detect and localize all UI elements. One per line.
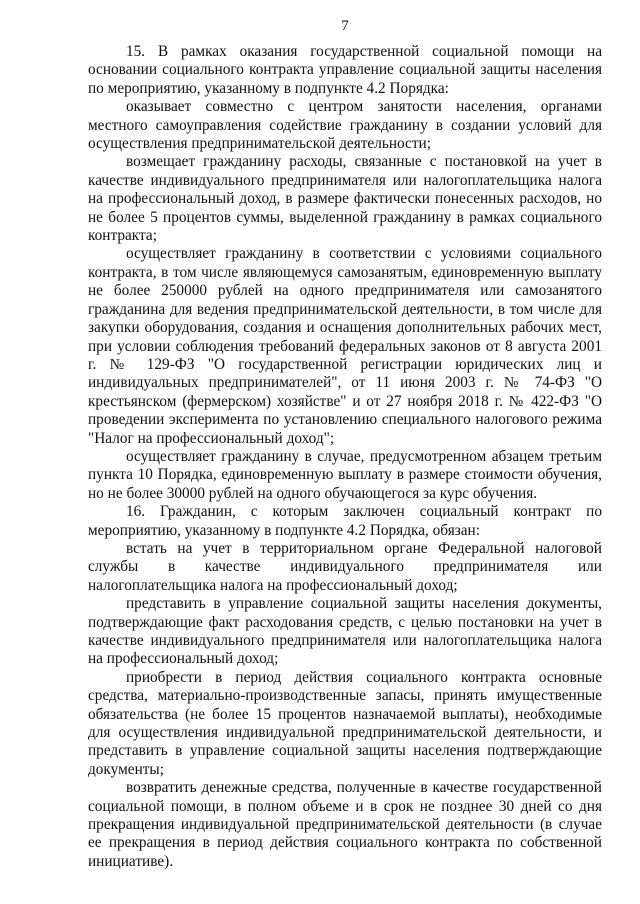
- paragraph-16-intro: 16. Гражданин, с которым заключен социальный контракт по мероприятию, указанному в подпункте 4.2 Порядка, обязан:: [88, 503, 602, 539]
- paragraph-15-intro: 15. В рамках оказания государственной социальной помощи на основании социального контракта управление социальной защиты населения по мероприятию, указанному в подпункте 4.2 Порядка:: [88, 43, 602, 97]
- page-number: 7: [341, 18, 349, 34]
- paragraph-15-item-1: оказывает совместно с центром занятости населения, органами местного самоуправления содействие гражданину в создании условий для осуществления предпринимательской деятельности;: [88, 98, 602, 153]
- paragraph-16-item-4: возвратить денежные средства, полученные в качестве государственной социальной помощи, в полном объеме и в срок не позднее 30 дней со дня прекращения индивидуальной предпринимательской деятельности (в случае ее прекращения в период действия социального контракта по собственной инициативе).: [88, 779, 602, 870]
- paragraph-16-item-1: встать на учет в территориальном органе Федеральной налоговой службы в качестве индивидуального предпринимателя или налогоплательщика налога на профессиональный доход;: [88, 539, 602, 594]
- paragraph-15-item-3: осуществляет гражданину в соответствии с условиями социального контракта, в том числе являющемуся самозанятым, единовременную выплату не более 250000 рублей на одного предпринимателя или самозанятого гражданина для ведения предпринимательской деятельности, в том числе для закупки оборудования, создания и оснащения дополнительных рабочих мест, при условии соблюдения требований федеральных законов от 8 августа 2001 г. № 129-ФЗ "О государственной регистрации юридических лиц и индивидуальных предпринимателей", от 11 июня 2003 г. № 74-ФЗ "О крестьянском (фермерском) хозяйстве" и от 27 ноября 2018 г. № 422-ФЗ "О проведении эксперимента по установлению специального налогового режима "Налог на профессиональный доход";: [88, 245, 602, 447]
- paragraph-15-item-4: осуществляет гражданину в случае, предусмотренном абзацем третьим пункта 10 Порядка, единовременную выплату в размере стоимости обучения, но не более 30000 рублей на одного обучающегося за курс обучения.: [88, 447, 602, 502]
- paragraph-15-item-2: возмещает гражданину расходы, связанные с постановкой на учет в качестве индивидуального предпринимателя или налогоплательщика налога на профессиональный доход, в размере фактически понесенных расходов, но не более 5 процентов суммы, выделенной гражданину в рамках социального контракта;: [88, 153, 602, 245]
- paragraph-16-item-2: представить в управление социальной защиты населения документы, подтверждающие факт расходования средств, с целью постановки на учет в качестве индивидуального предпринимателя или налогоплательщика налога на профессиональный доход;: [88, 595, 602, 668]
- paragraph-16-item-3: приобрести в период действия социального контракта основные средства, материально-производственные запасы, принять имущественные обязательства (не более 15 процентов назначаемой выплаты), необходимые для осуществления индивидуальной предпринимательской деятельности, и представить в управление социальной защиты населения подтверждающие документы;: [88, 668, 602, 778]
